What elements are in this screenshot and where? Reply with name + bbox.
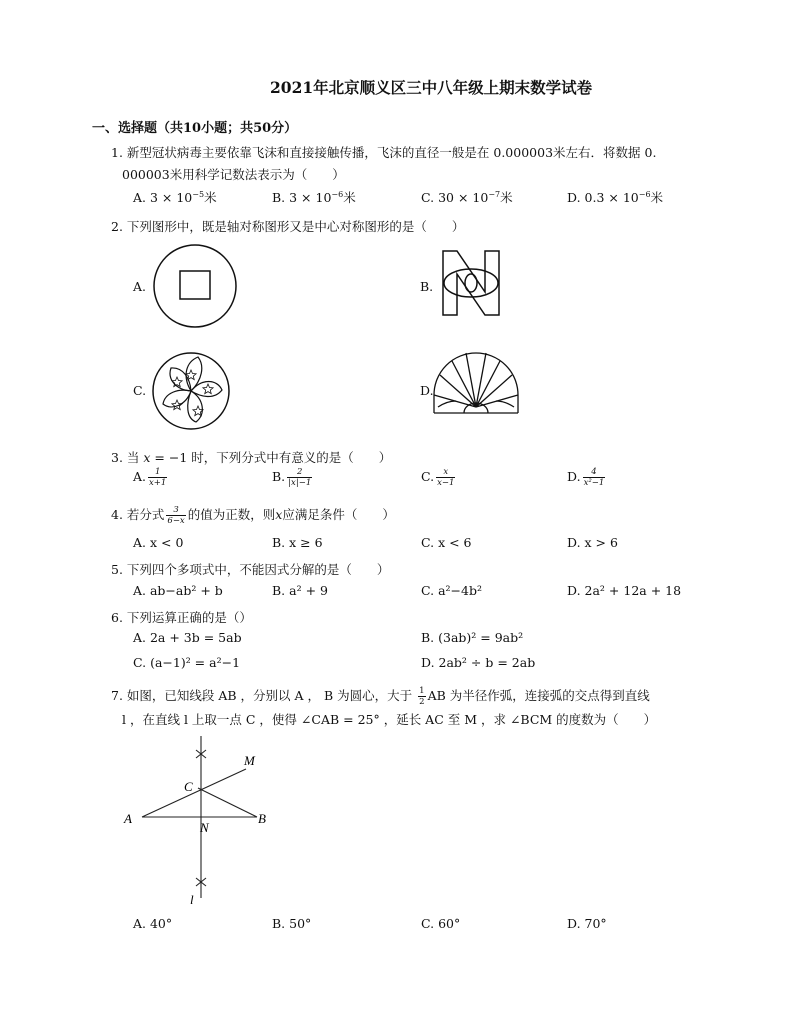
q1-option-a: A. $3 \times 10^{-5}$米: [133, 190, 217, 205]
q2-stem: 2. 下列图形中，既是轴对称图形又是中心对称图形的是（ ）: [111, 219, 465, 234]
q6-option-a: A. 2a + 3b = 5ab: [133, 630, 242, 645]
q7-label-b: B: [258, 811, 266, 826]
q2-option-a-label: A.: [133, 279, 147, 294]
q6-option-d: D. 2ab² ÷ b = 2ab: [421, 655, 536, 670]
q5-option-c: C. a²−4b²: [421, 583, 482, 598]
q7-label-c: C: [184, 779, 193, 794]
q7-label-m: M: [244, 753, 255, 768]
q2-figure-a: [150, 243, 240, 329]
q2-figure-d: [430, 347, 522, 429]
q3-option-a: A. $\frac{1}{x+1}$: [133, 467, 167, 488]
q7-option-c: C. 60°: [421, 916, 461, 931]
q5-option-d: D. 2a² + 12a + 18: [567, 583, 682, 598]
q1-option-c: C. $30 \times 10^{-7}$米: [421, 190, 513, 205]
q1-option-b: B. $3 \times 10^{-6}$米: [272, 190, 356, 205]
q3-stem: 3. 当 x = −1 时，下列分式中有意义的是（ ）: [111, 450, 392, 465]
q4-option-d: D. x > 6: [567, 535, 618, 550]
section-heading: 一、选择题（共10小题；共50分）: [92, 121, 298, 136]
q6-stem: 6. 下列运算正确的是（）: [111, 610, 252, 625]
q3-option-b: B. $\frac{2}{|x|-1}$: [272, 467, 312, 488]
q4-option-a: A. x < 0: [133, 535, 184, 550]
q7-figure: [120, 728, 280, 906]
q7-stem-line1: 7. 如图，已知线段 AB ，分别以 A ， B 为圆心，大于 $\frac{1}{2}$ AB 为半径作弧，连接弧的交点得到直线: [111, 686, 650, 707]
q6-option-b: B. (3ab)² = 9ab²: [421, 630, 524, 645]
q7-option-b: B. 50°: [272, 916, 312, 931]
q7-label-l: l: [190, 892, 194, 906]
q2-option-b-label: B.: [420, 279, 434, 294]
q2-figure-b: [440, 248, 502, 318]
q1-option-d: D. $0.3 \times 10^{-6}$米: [567, 190, 664, 205]
q7-label-n: N: [200, 820, 209, 835]
q3-option-d: D. $\frac{4}{\text{x²−1}}$: [567, 467, 605, 488]
q7-option-a: A. 40°: [133, 916, 173, 931]
q7-option-d: D. 70°: [567, 916, 607, 931]
q5-option-a: A. ab−ab² + b: [133, 583, 223, 598]
q3-option-c: C. $\frac{x}{x-1}$: [421, 467, 455, 488]
q5-stem: 5. 下列四个多项式中，不能因式分解的是（ ）: [111, 562, 390, 577]
q1-stem-line1: 1. 新型冠状病毒主要依靠飞沫和直接接触传播，飞沫的直径一般是在 0.000003米左右．将数据 0.: [111, 145, 657, 160]
q4-option-b: B. x ≥ 6: [272, 535, 323, 550]
page-title: 2021年北京顺义区三中八年级上期末数学试卷: [270, 78, 593, 97]
q4-stem: 4. 若分式 $\frac{3}{6-x}$ 的值为正数，则x应满足条件（ ）: [111, 505, 395, 526]
q4-option-c: C. x < 6: [421, 535, 472, 550]
q7-label-a: A: [124, 811, 132, 826]
q2-option-d-label: D.: [420, 383, 434, 398]
q1-stem-line2: 000003米用科学记数法表示为（ ）: [122, 167, 345, 182]
q2-figure-c: [150, 350, 232, 432]
q6-option-c: C. (a−1)² = a²−1: [133, 655, 241, 670]
q2-option-c-label: C.: [133, 383, 147, 398]
q5-option-b: B. a² + 9: [272, 583, 328, 598]
q7-stem-line2: l ，在直线 l 上取一点 C ，使得 ∠CAB = 25° ，延长 AC 至 M ，求 ∠BCM 的度数为（ ）: [122, 712, 657, 727]
